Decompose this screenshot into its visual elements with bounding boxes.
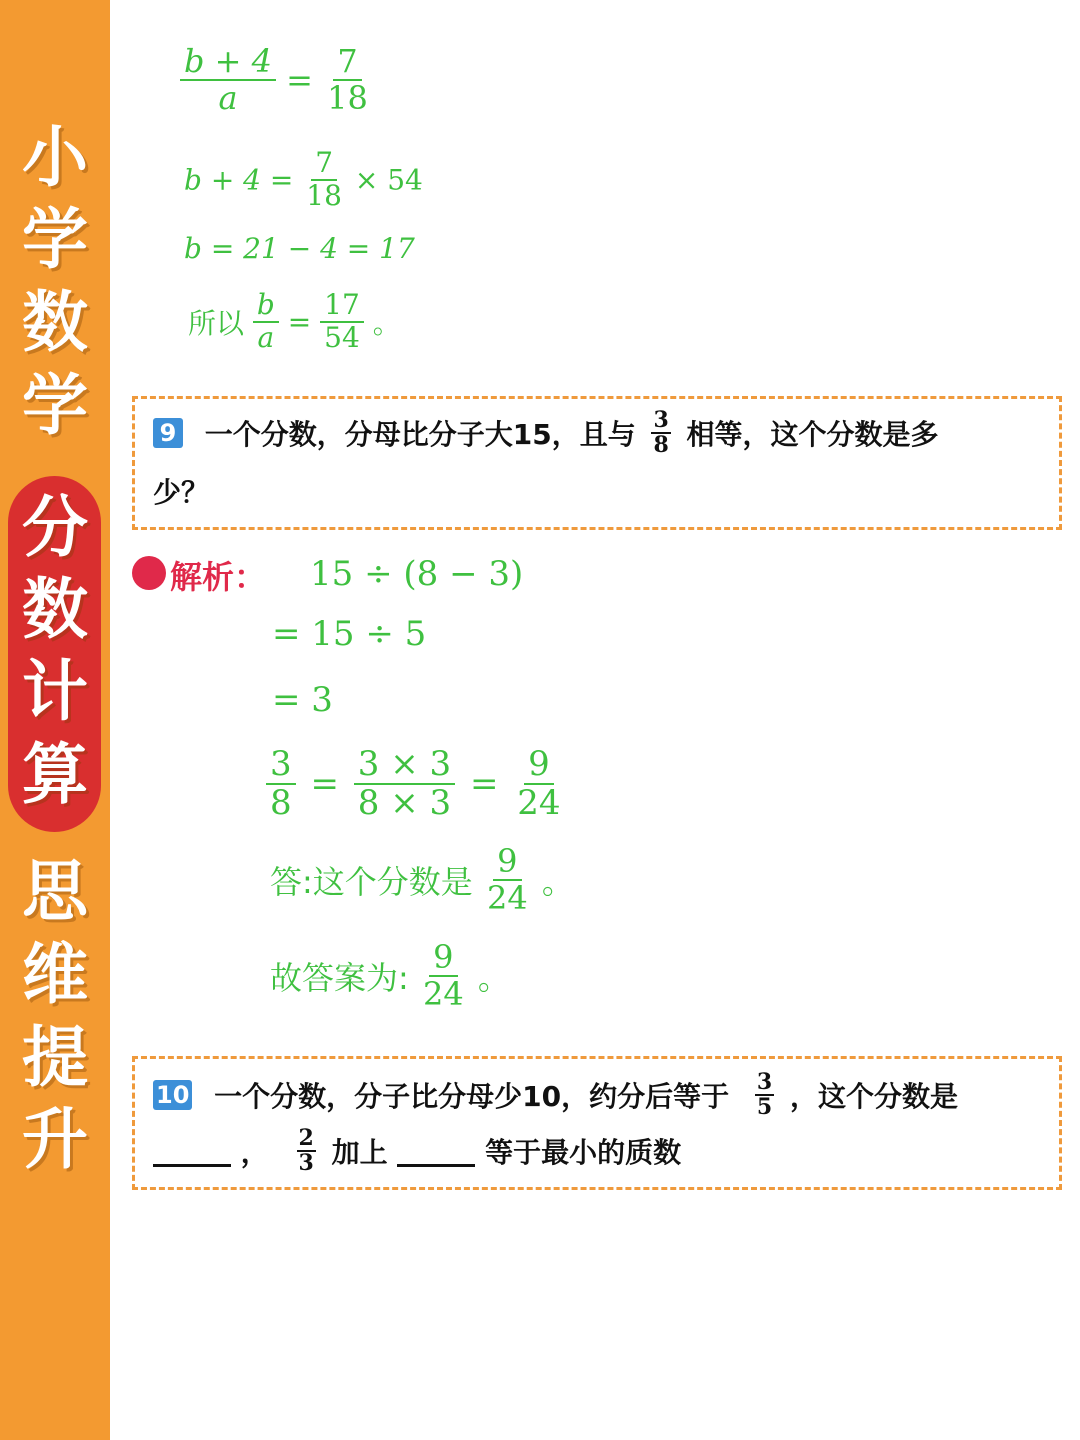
analysis-step-3: = 3 [272,680,333,720]
banner-char: 算 [22,736,88,813]
denominator: 5 [756,1094,773,1121]
answer-blank[interactable] [153,1136,231,1167]
formula-line-3 [184,232,415,265]
question-text: ， [240,1136,269,1170]
prefix-text: 所以 [188,306,245,340]
denominator: 24 [486,879,528,918]
question-text: 等于最小的质数 [485,1136,682,1170]
formula-line-4 [188,290,401,354]
banner-char: 计 [22,653,88,730]
numerator: 17 [320,290,364,323]
banner-char: 思 [22,853,88,930]
denominator: 8 [270,783,292,824]
numerator: 2 [298,1125,314,1151]
banner-char: 学 [22,201,88,278]
question-number-badge: 9 [153,418,183,448]
fraction [266,746,296,823]
numerator: 3 [756,1069,773,1095]
period: 。 [477,959,510,998]
question-number-badge: 10 [153,1080,192,1110]
numerator: 7 [311,148,337,181]
question-text: 相等，这个分数是多 [686,418,939,452]
equals-sign: = [287,305,312,339]
numerator: b + 4 [180,44,276,81]
numerator: 3 [653,407,669,433]
fraction [651,409,670,457]
formula-line-2 [184,148,423,212]
denominator: 8 × 3 [357,783,452,824]
equals-sign: = [310,764,339,805]
analysis-step-1: 15 ÷ (8 − 3) [310,554,524,594]
question-10-line-2 [153,1127,681,1175]
expression: × 54 [354,163,423,197]
expression: b = 21 − 4 = 17 [184,232,415,265]
numerator: 3 [266,746,296,785]
question-text: 少？ [153,476,210,509]
period: 。 [372,306,401,340]
denominator: 18 [306,178,342,212]
final-answer-text: 故答案为: [270,959,409,998]
question-10-box [132,1056,1062,1190]
numerator: 7 [333,44,361,81]
analysis-answer [270,844,574,916]
bullet-dot-icon [132,556,166,590]
formula-line-1 [180,44,372,116]
denominator: a [218,79,238,118]
side-banner [0,0,110,1440]
fraction [354,746,455,823]
fraction [513,746,564,823]
banner-char: 维 [22,936,88,1013]
banner-char: 小 [22,119,88,196]
question-text: 一个分数，分母比分子大15，且与 [204,418,636,452]
banner-char: 数 [22,571,88,648]
fraction [302,148,346,212]
equals-sign: = [469,764,499,805]
fraction [253,290,279,354]
analysis-final [270,940,510,1012]
question-9-box [132,396,1062,530]
banner-char: 提 [22,1019,88,1096]
numerator: 9 [429,940,457,977]
numerator: b [253,290,279,323]
fraction [419,940,468,1012]
fraction [320,290,364,354]
numerator: 9 [524,746,554,785]
denominator: 18 [327,79,368,118]
denominator: 24 [422,975,464,1014]
question-text: ，这个分数是 [789,1080,958,1114]
analysis-label: 解析： [170,558,267,596]
analysis-equation [266,746,565,823]
fraction [180,44,276,116]
question-text: 加上 [331,1136,388,1170]
banner-char: 数 [22,284,88,361]
answer-blank[interactable] [397,1136,475,1167]
numerator: 3 × 3 [354,746,455,785]
question-9-line-1 [153,409,939,457]
denominator: 24 [517,783,561,824]
analysis-step-2: = 15 ÷ 5 [272,614,427,654]
expression: b + 4 = [184,163,294,197]
answer-text: 答:这个分数是 [270,863,473,902]
banner-char: 升 [22,1101,88,1178]
banner-char: 分 [22,489,88,566]
equals-sign: = [286,61,313,100]
fraction [323,44,372,116]
numerator: 9 [493,844,521,881]
question-text: 一个分数，分子比分母少10，约分后等于 [214,1080,730,1114]
fraction [483,844,532,916]
banner-char: 学 [22,367,88,444]
denominator: 54 [324,320,360,354]
denominator: 8 [653,432,669,459]
question-10-line-1 [153,1071,958,1119]
fraction [755,1071,774,1119]
denominator: a [257,320,275,354]
period: 。 [541,863,574,902]
fraction [297,1127,316,1175]
question-9-line-2 [153,471,209,511]
denominator: 3 [298,1150,314,1177]
